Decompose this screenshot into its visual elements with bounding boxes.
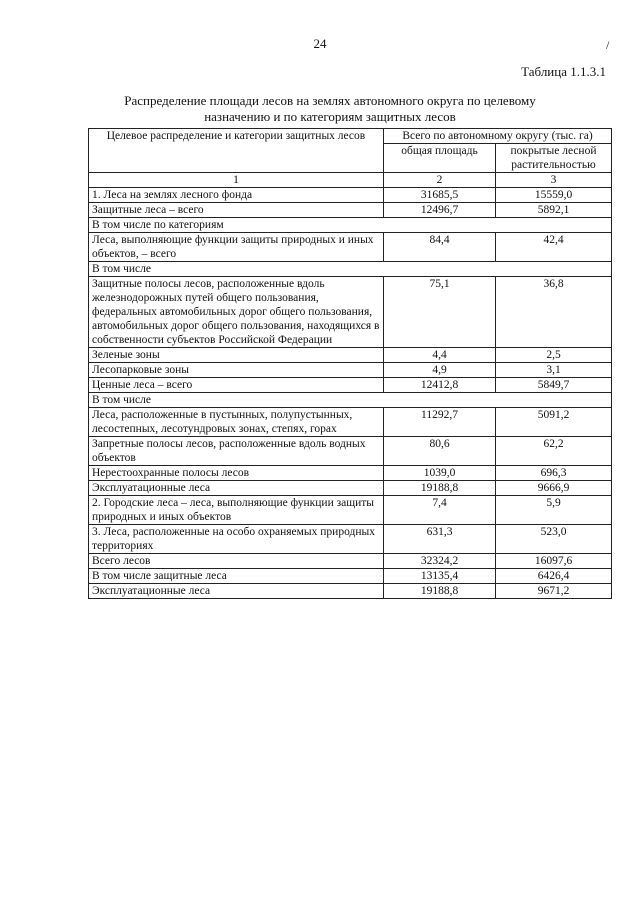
- row-label: Нерестоохранные полосы лесов: [89, 466, 384, 481]
- row-label: В том числе защитные леса: [89, 569, 384, 584]
- row-label: 1. Леса на землях лесного фонда: [89, 188, 384, 203]
- row-total-area: 31685,5: [384, 188, 496, 203]
- row-total-area: 4,4: [384, 348, 496, 363]
- row-label: Защитные полосы лесов, расположенные вдоль железнодорожных путей общего пользования, федеральных автомобильных дорог общего пользования, автомобильных дорог общего пользования, находящихся в собственности субъектов Российской Федерации: [89, 277, 384, 348]
- row-covered-area: 523,0: [496, 525, 612, 554]
- table-row: [89, 262, 612, 277]
- table-row: [89, 408, 612, 437]
- table-row: [89, 481, 612, 496]
- table-row: [89, 188, 612, 203]
- header-total-area: общая площадь: [384, 144, 496, 173]
- row-covered-area: 5091,2: [496, 408, 612, 437]
- header-col-number-2: 2: [384, 173, 496, 188]
- table-body: [89, 188, 612, 599]
- row-total-area: 11292,7: [384, 408, 496, 437]
- header-category: Целевое распределение и категории защитных лесов: [89, 129, 384, 173]
- row-covered-area: 696,3: [496, 466, 612, 481]
- table-row: [89, 363, 612, 378]
- row-label: Эксплуатационные леса: [89, 481, 384, 496]
- corner-mark: /: [606, 38, 610, 52]
- table-row: [89, 233, 612, 262]
- row-total-area: 80,6: [384, 437, 496, 466]
- row-label: Леса, расположенные в пустынных, полупустынных, лесостепных, лесотундровых зонах, степях, горах: [89, 408, 384, 437]
- row-covered-area: 62,2: [496, 437, 612, 466]
- header-group-total: Всего по автономному округу (тыс. га): [384, 129, 612, 144]
- row-total-area: 1039,0: [384, 466, 496, 481]
- row-covered-area: 9666,9: [496, 481, 612, 496]
- row-total-area: 19188,8: [384, 481, 496, 496]
- forest-area-table: [88, 128, 612, 599]
- table-label: Таблица 1.1.3.1: [521, 64, 606, 79]
- row-covered-area: 5,9: [496, 496, 612, 525]
- table-row: [89, 525, 612, 554]
- row-total-area: 7,4: [384, 496, 496, 525]
- row-total-area: 32324,2: [384, 554, 496, 569]
- row-label: Леса, выполняющие функции защиты природных и иных объектов, – всего: [89, 233, 384, 262]
- row-label: Лесопарковые зоны: [89, 363, 384, 378]
- row-label: Запретные полосы лесов, расположенные вдоль водных объектов: [89, 437, 384, 466]
- row-label: 3. Леса, расположенные на особо охраняемых природных территориях: [89, 525, 384, 554]
- row-covered-area: 6426,4: [496, 569, 612, 584]
- document-title: [110, 93, 550, 125]
- row-total-area: 13135,4: [384, 569, 496, 584]
- row-label: Эксплуатационные леса: [89, 584, 384, 599]
- row-label: Всего лесов: [89, 554, 384, 569]
- header-col-number-3: 3: [496, 173, 612, 188]
- table-row: [89, 569, 612, 584]
- table-row: [89, 496, 612, 525]
- row-covered-area: 36,8: [496, 277, 612, 348]
- table-row: [89, 378, 612, 393]
- table-row: [89, 277, 612, 348]
- table-row: [89, 466, 612, 481]
- row-total-area: 19188,8: [384, 584, 496, 599]
- row-label: Защитные леса – всего: [89, 203, 384, 218]
- row-covered-area: 2,5: [496, 348, 612, 363]
- row-label: Ценные леса – всего: [89, 378, 384, 393]
- row-covered-area: 9671,2: [496, 584, 612, 599]
- table-row: [89, 348, 612, 363]
- row-covered-area: 16097,6: [496, 554, 612, 569]
- row-covered-area: 5849,7: [496, 378, 612, 393]
- header-covered-area: покрытые лесной растительностью: [496, 144, 612, 173]
- row-total-area: 631,3: [384, 525, 496, 554]
- row-subheading: В том числе: [89, 393, 612, 408]
- row-total-area: 12412,8: [384, 378, 496, 393]
- row-label: 2. Городские леса – леса, выполняющие функции защиты природных и иных объектов: [89, 496, 384, 525]
- table-row: [89, 218, 612, 233]
- row-label: Зеленые зоны: [89, 348, 384, 363]
- row-covered-area: 42,4: [496, 233, 612, 262]
- row-total-area: 12496,7: [384, 203, 496, 218]
- row-covered-area: 3,1: [496, 363, 612, 378]
- document-title-line-2: назначению и по категориям защитных лесов: [204, 109, 456, 124]
- table-row: [89, 437, 612, 466]
- row-total-area: 75,1: [384, 277, 496, 348]
- row-total-area: 4,9: [384, 363, 496, 378]
- table-row: [89, 393, 612, 408]
- row-subheading: В том числе: [89, 262, 612, 277]
- table-row: [89, 203, 612, 218]
- row-total-area: 84,4: [384, 233, 496, 262]
- row-subheading: В том числе по категориям: [89, 218, 612, 233]
- document-title-line-1: Распределение площади лесов на землях автономного округа по целевому: [124, 93, 536, 108]
- page-number: 24: [313, 36, 327, 51]
- row-covered-area: 5892,1: [496, 203, 612, 218]
- table-row: [89, 584, 612, 599]
- header-col-number-1: 1: [89, 173, 384, 188]
- row-covered-area: 15559,0: [496, 188, 612, 203]
- table-row: [89, 554, 612, 569]
